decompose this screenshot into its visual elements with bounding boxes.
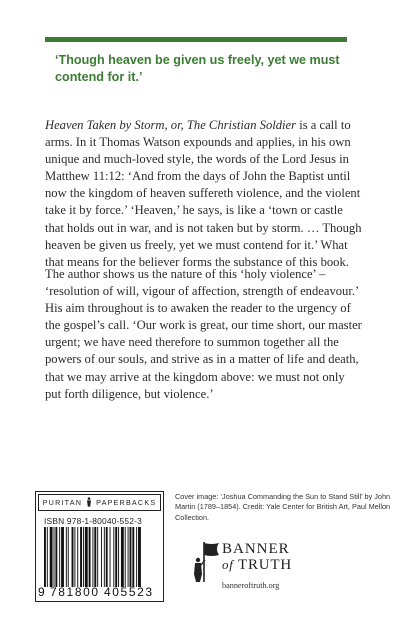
barcode-bar <box>55 527 57 587</box>
publisher-of: of <box>222 557 234 572</box>
barcode-bar <box>136 527 137 587</box>
barcode-bar <box>59 527 60 587</box>
description-paragraph-1 <box>45 117 363 271</box>
publisher-url: banneroftruth.org <box>222 581 280 590</box>
barcode-bars <box>44 527 158 587</box>
barcode-bar <box>85 527 88 587</box>
series-label <box>38 494 161 511</box>
barcode-bar <box>106 527 108 587</box>
barcode-bar <box>138 527 141 587</box>
cover-image-credit: Cover image: ‘Joshua Commanding the Sun to Stand Still’ by John Martin (1789–1854). Credit: Yale Center for British Art, Paul Mellon Collection. <box>175 492 391 522</box>
barcode-bar <box>61 527 64 587</box>
book-title-italic: Heaven Taken by Storm, or, The Christian Soldier <box>45 118 297 132</box>
barcode-bar <box>80 527 82 587</box>
barcode-digits-left: 781800 <box>50 585 100 599</box>
barcode-bar <box>121 527 124 587</box>
barcode-bar <box>50 527 53 587</box>
barcode-bar <box>66 527 67 587</box>
barcode-bar <box>110 527 111 587</box>
barcode-bar <box>130 527 132 587</box>
barcode-bar <box>113 527 114 587</box>
pull-quote: ‘Though heaven be given us freely, yet we must contend for it.’ <box>55 53 340 84</box>
barcode-bar <box>89 527 91 587</box>
barcode-bar <box>125 527 126 587</box>
barcode-bar <box>74 527 75 587</box>
barcode-digits-right: 405523 <box>104 585 154 599</box>
publisher-line-1: BANNER <box>222 541 290 557</box>
barcode-bar <box>47 527 48 587</box>
barcode-digit-first: 9 <box>38 585 46 599</box>
barcode-bar <box>132 527 134 587</box>
barcode-bar <box>72 527 74 587</box>
barcode-bar <box>54 527 55 587</box>
barcode-bar <box>118 527 119 587</box>
description-paragraph-2: The author shows us the nature of this ‘holy violence’ – ‘resolution of will, vigour of affection, strength of endeavour.’ His aim throughout is to awaken the reader to the urgency of the gospel’s call. ‘Our work is great, our time short, our master urgent; we have need therefore to summon together all the powers of our souls, and strive as in a matter of life and death, that we may arrive at the kingdom above: we must not only put forth diligence, but violence.’ <box>45 267 362 401</box>
barcode-bar <box>68 527 69 587</box>
publisher-line-2 <box>222 557 332 573</box>
barcode-bar <box>97 527 98 587</box>
barcode-bar <box>128 527 129 587</box>
top-accent-bar <box>45 37 347 42</box>
barcode-bar <box>77 527 78 587</box>
barcode-bar <box>104 527 105 587</box>
publisher-name <box>222 541 332 573</box>
paragraph-1-text: is a call to arms. In it Thomas Watson expounds and applies, in his own unique and much-loved style, the words of the Lord Jesus in Matthew 11:12: ‘And from the days of John the Baptist until now the kingdom of heaven suffereth violence, and the violent take it by force.’ ‘Heaven,’ he says, is like a ‘town or castle that holds out in war, and is not taken but by storm. … Though heaven be given us freely, yet we must contend for it.’ What that means for the believer forms the substance of this book. <box>45 118 362 269</box>
barcode-bar <box>92 527 93 587</box>
series-right: PAPERBACKS <box>96 498 157 507</box>
barcode-bar <box>94 527 96 587</box>
banner-logo-icon <box>185 538 225 584</box>
series-left: PURITAN <box>42 498 83 507</box>
barcode-bar <box>83 527 84 587</box>
publisher-truth: TRUTH <box>238 557 292 573</box>
barcode-panel <box>35 491 164 602</box>
puritan-figure-icon <box>86 497 92 509</box>
barcode-bar <box>115 527 117 587</box>
barcode-bar <box>44 527 46 587</box>
barcode-bar <box>101 527 102 587</box>
isbn-text: ISBN 978-1-80040-552-3 <box>44 516 142 526</box>
